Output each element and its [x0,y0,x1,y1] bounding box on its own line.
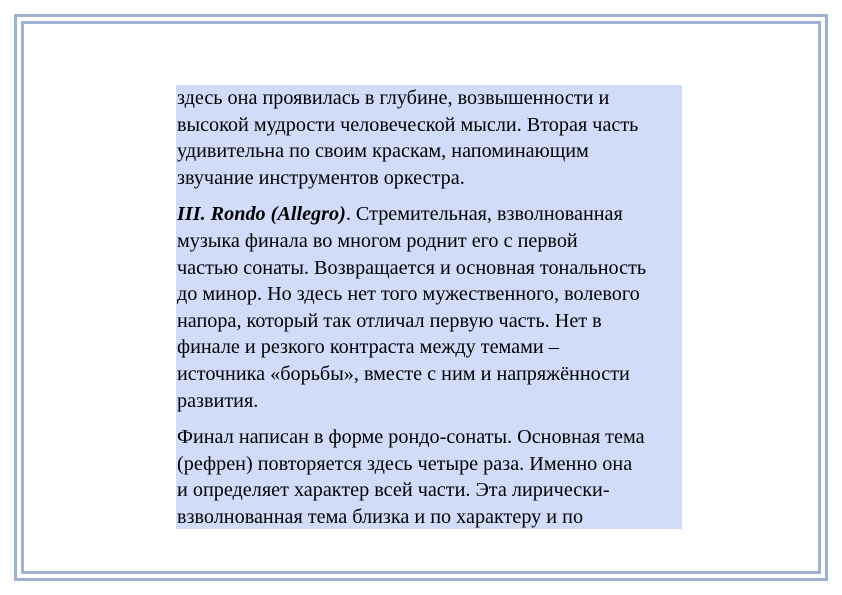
text-line: развития. [177,389,259,412]
text-line: звучание инструментов оркестра. [177,166,465,189]
movement-title: III. Rondo (Allegro) [177,203,346,226]
text-line: до минор. Но здесь нет того мужественного, волевого [177,283,640,306]
paragraph-3 [177,424,682,530]
text-line: высокой мудрости человеческой мысли. Вторая часть [177,113,639,136]
text-line: источника «борьбы», вместе с ним и напряжённости [177,362,630,385]
text-line: частью сонаты. Возвращается и основная тональность [177,256,647,279]
text-line: Финал написан в форме рондо-сонаты. Основная тема [177,426,645,449]
text-line: музыка финала во многом роднит его с первой [177,229,578,252]
text-line: и определяет характер всей части. Эта лирически- [177,479,610,502]
text-line: здесь она проявилась в глубине, возвышенности и [177,87,610,109]
text-line: взволнованная тема близка и по характеру и по [177,505,584,528]
text-block [176,85,682,529]
text-line: удивительна по своим краскам, напоминающим [177,140,589,163]
text-line-rest: . Стремительная, взволнованная [345,203,623,226]
paragraph-2 [177,201,682,414]
text-line: напора, который так отличал первую часть. Нет в [177,309,602,332]
text-line-first [177,201,682,228]
paragraph-1 [177,85,682,191]
text-line: (рефрен) повторяется здесь четыре раза. Именно она [177,452,633,475]
text-line: финале и резкого контраста между темами – [177,336,559,359]
